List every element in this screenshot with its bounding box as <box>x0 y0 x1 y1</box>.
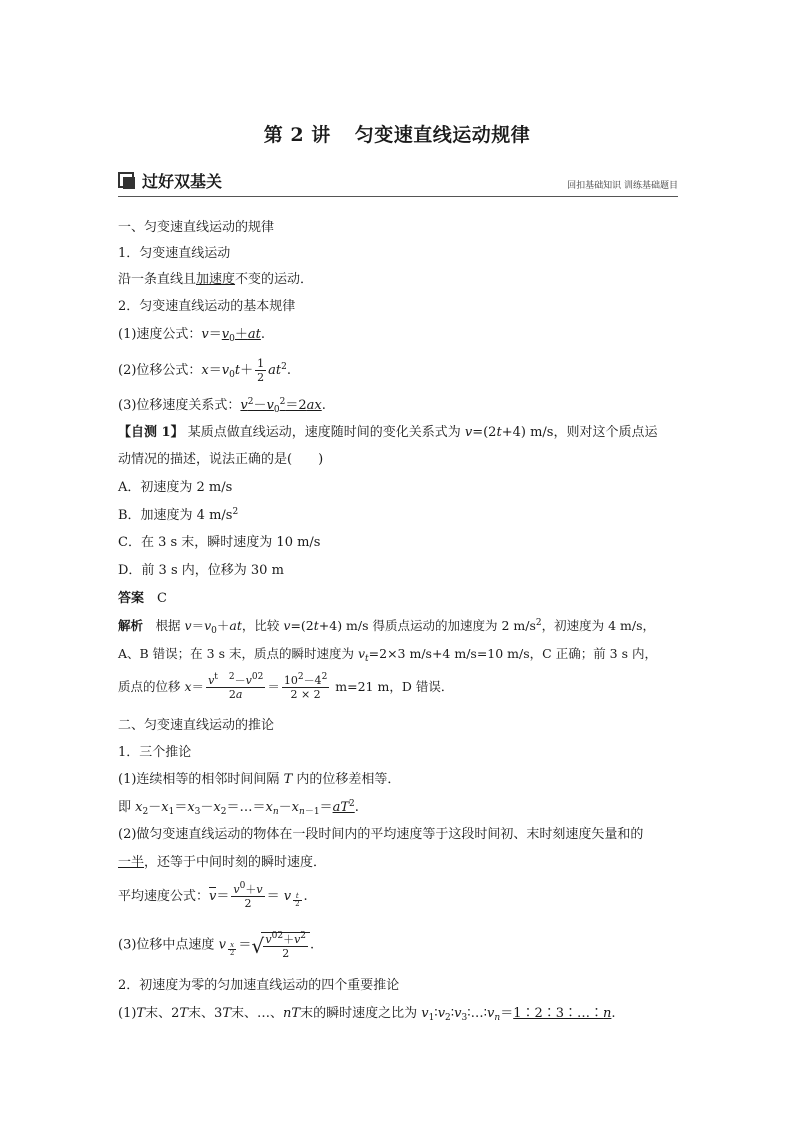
explanation-line1: 解析 根据 $v=v_0+at$，比较 v=(2t+4) m/s 得质点运动的加速度为 2 $m/s^2$，初速度为 4 m/s， <box>118 618 656 636</box>
exercise-question-line1: 【自测 1】 某质点做直线运动，速度随时间的变化关系式为 v=(2t+4) m/s，则对这个质点运 <box>118 425 658 440</box>
part2-sub2: 2．初速度为零的匀加速直线运动的四个重要推论 <box>118 978 400 993</box>
lecture-number: 第 2 讲 <box>263 124 331 146</box>
formula-displacement: (2)位移公式：$x=v_0t+$ $\frac{1}{2}$ $at^2$. <box>118 357 291 384</box>
page-title <box>0 120 794 147</box>
inference-1: (1)连续相等的相邻时间间隔 T 内的位移差相等． <box>118 772 401 787</box>
lecture-topic: 匀变速直线运动规律 <box>354 124 531 146</box>
part1-heading: 一、匀变速直线运动的规律 <box>118 220 275 235</box>
inference-1-equation: 即 $x_2-x_1=x_3-x_2=\dots=x_n-x_{n-1}=aT^2$. <box>118 799 359 817</box>
inference-3: (3)位移中点速度 v $_{\frac{x}{2}}$ ＝ √ $\frac{v^{02}+v^2}{2}$ . <box>118 931 315 960</box>
key-term-acceleration: 加速度 <box>196 272 236 287</box>
explanation-label: 解析 <box>118 618 144 633</box>
explanation-line2: A、B 错误；在 3 s 末，质点的瞬时速度为 $v_t=2\times 3$ m/s+4 m/s=10 m/s，C 正确；前 3 s 内， <box>118 646 657 664</box>
formula-velocity: (1)速度公式：$v=v_0+at$. <box>118 327 266 344</box>
part1-sub1: 1．匀变速直线运动 <box>118 246 231 261</box>
key-term-half: 一半 <box>118 855 145 870</box>
section-square-icon <box>118 172 136 190</box>
section-title: 过好双基关 <box>142 172 223 191</box>
option-b: B．加速度为 4 $m/s^2$ <box>118 507 239 523</box>
section-header <box>118 168 678 197</box>
average-velocity-formula: 平均速度公式： v＝ $\frac{v^0+v}{2}$ ＝ v $_{\frac{t}{2}}$ . <box>118 881 308 910</box>
answer-label: 答案 <box>118 591 145 606</box>
part1-sub1-text: 沿一条直线且加速度不变的运动． <box>118 272 314 287</box>
exercise-question-line2: 动情况的描述，说法正确的是( ) <box>118 452 324 467</box>
exercise-tag: 【自测 1】 <box>118 425 184 440</box>
inference-2-line1: (2)做匀变速直线运动的物体在一段时间内的平均速度等于这段时间初、末时刻速度矢量和的 <box>118 827 644 842</box>
part2-heading: 二、匀变速直线运动的推论 <box>118 718 275 733</box>
inference-2-line2: 一半，还等于中间时刻的瞬时速度． <box>118 855 327 870</box>
inference-zero-initial-1: (1)T末、2T末、3T末、…、nT末的瞬时速度之比为 $v_1∶v_2∶v_3∶\dots∶v_n=1∶2∶3∶\dots∶n$. <box>118 1006 616 1023</box>
answer-value: C <box>157 591 167 606</box>
option-c: C．在 3 s 末，瞬时速度为 10 m/s <box>118 535 321 550</box>
answer-line <box>118 591 167 607</box>
option-d: D．前 3 s 内，位移为 30 m <box>118 563 284 578</box>
explanation-line3: 质点的位移 x＝ $\frac{v^t ^2-v^{02}}{2a}$ ＝ $\frac{10^2-4^2}{2 \times 2}$ m=21 m，D 错误． <box>118 672 454 701</box>
part2-sub1: 1．三个推论 <box>118 745 192 760</box>
part1-sub2: 2．匀变速直线运动的基本规律 <box>118 299 296 314</box>
section-subtitle: 回扣基础知识 训练基础题目 <box>567 181 678 191</box>
formula-velocity-displacement: (3)位移速度关系式：$v^2-v_0^2=2ax$. <box>118 397 326 415</box>
option-a: A．初速度为 2 m/s <box>118 480 233 495</box>
